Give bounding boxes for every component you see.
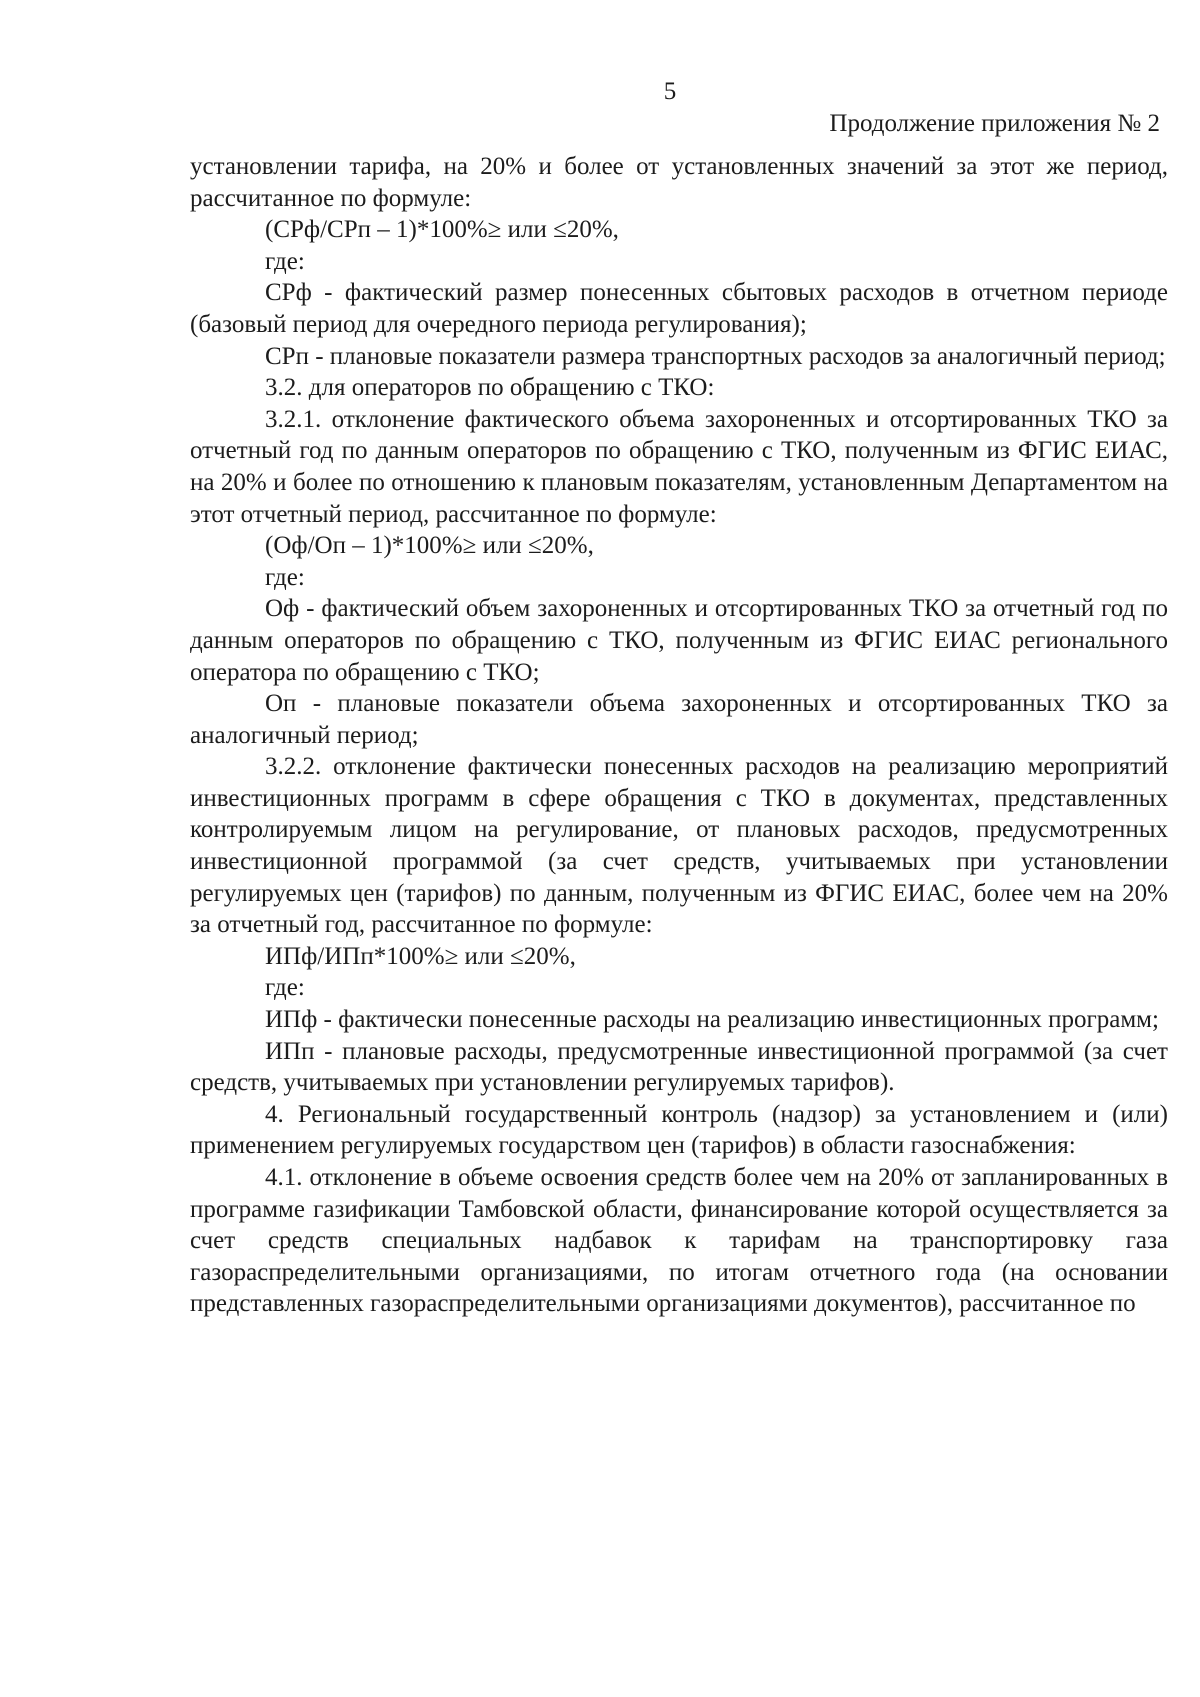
where-label: где: — [265, 563, 305, 591]
appendix-continuation-label: Продолжение приложения № 2 — [829, 110, 1160, 137]
document-body — [190, 151, 1168, 1320]
definition: Оф - фактический объем захороненных и отсортированных ТКО за отчетный год по данным операторов по обращению с ТКО, полученным из ФГИС ЕИАС регионального оператора по обращению с ТКО; — [190, 595, 1168, 686]
definition: СРф - фактический размер понесенных сбытовых расходов в отчетном периоде (базовый период для очередного периода регулирования); — [190, 279, 1168, 338]
section-heading: 3.2. для операторов по обращению с ТКО: — [265, 374, 715, 402]
paragraph: 3.2.2. отклонение фактически понесенных расходов на реализацию мероприятий инвестиционных программ в сфере обращения с ТКО в документах, представленных контролируемым лицом на регулирование, от плановых расходов, предусмотренных инвестиционной программой (за счет средств, учитываемых при установлении регулируемых цен (тарифов) по данным, полученным из ФГИС ЕИАС, более чем на 20% за отчетный год, рассчитанное по формуле: — [190, 753, 1168, 939]
formula: ИПф/ИПп*100%≥ или ≤20%, — [265, 942, 576, 970]
definition: СРп - плановые показатели размера транспортных расходов за аналогичный период; — [265, 342, 1166, 370]
section-heading: 4. Региональный государственный контроль (надзор) за установлением и (или) применением регулируемых государством цен (тарифов) в области газоснабжения: — [190, 1100, 1168, 1160]
formula: (СРф/СРп – 1)*100%≥ или ≤20%, — [265, 216, 619, 244]
page-number: 5 — [663, 78, 677, 105]
definition: ИПф - фактически понесенные расходы на реализацию инвестиционных программ; — [265, 1006, 1159, 1034]
paragraph: 3.2.1. отклонение фактического объема захороненных и отсортированных ТКО за отчетный год по данным операторов по обращению с ТКО, полученным из ФГИС ЕИАС, на 20% и более по отношению к плановым показателям, установленным Департаментом на этот отчетный период, рассчитанное по формуле: — [190, 405, 1168, 528]
where-label: где: — [265, 247, 305, 275]
formula: (Оф/Оп – 1)*100%≥ или ≤20%, — [265, 532, 594, 560]
definition: ИПп - плановые расходы, предусмотренные инвестиционной программой (за счет средств, учитываемых при установлении регулируемых тарифов). — [190, 1037, 1168, 1097]
definition: Оп - плановые показатели объема захороненных и отсортированных ТКО за аналогичный период; — [190, 690, 1168, 749]
where-label: где: — [265, 974, 305, 1002]
paragraph: установлении тарифа, на 20% и более от установленных значений за этот же период, рассчитанное по формуле: — [190, 153, 1168, 212]
paragraph: 4.1. отклонение в объеме освоения средств более чем на 20% от запланированных в программе газификации Тамбовской области, финансирование которой осуществляется за счет средств специальных надбавок к тарифам на транспортировку газа газораспределительными организациями, по итогам отчетного года (на основании представленных газораспределительными организациями документов), рассчитанное по — [190, 1164, 1168, 1318]
